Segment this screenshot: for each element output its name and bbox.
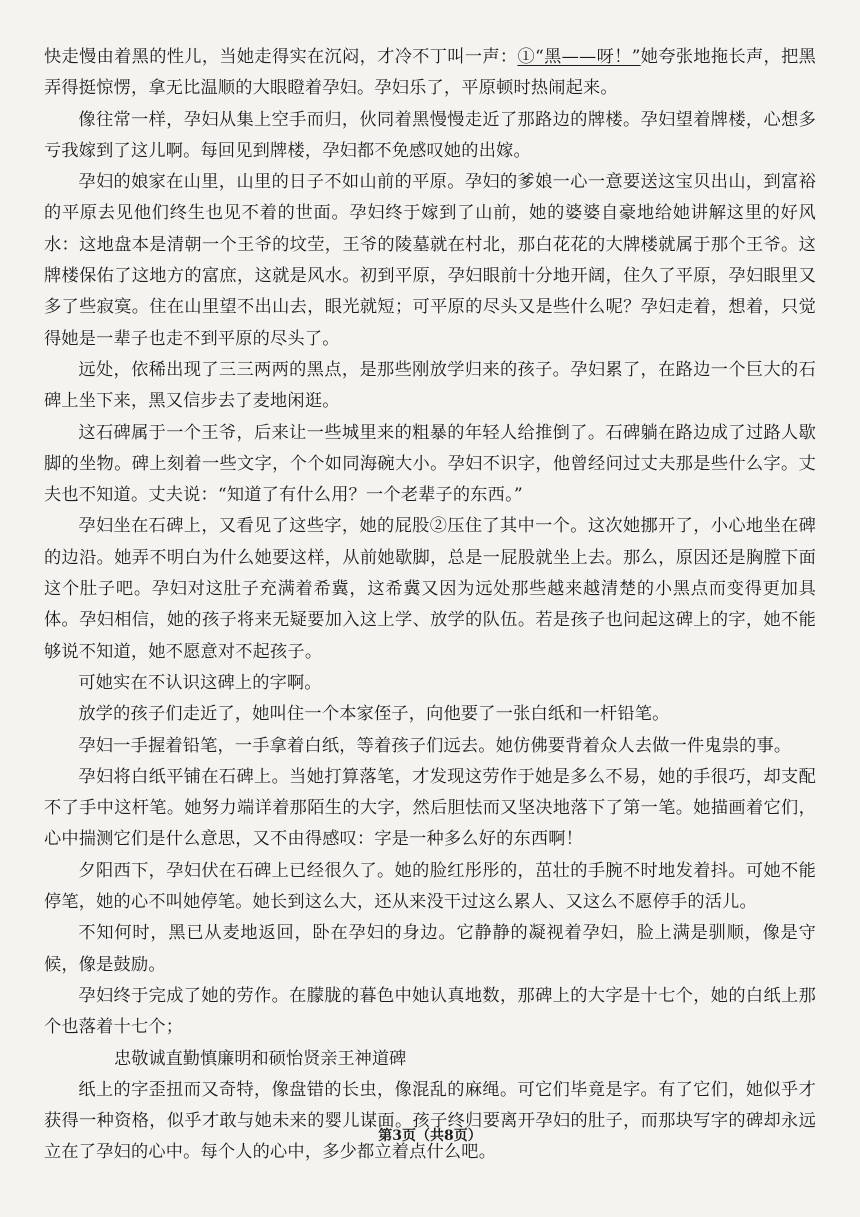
closing-paragraph: 纸上的字歪扭而又奇特，像盘错的长虫，像混乱的麻绳。可它们毕竟是字。有了它们，她似乎才获得一种资格，似乎才敢与她未来的婴儿谋面。孩子终归要离开孕妇的肚子，而那块写字的碑却永远立在了孕妇的心中。每个人的心中，多少都立着点什么吧。 — [44, 1079, 816, 1163]
paragraph-2: 像往常一样，孕妇从集上空手而归，伙同着黑慢慢走近了那路边的牌楼。孕妇望着牌楼，心想多亏我嫁到了这儿啊。每回见到牌楼，孕妇都不免感叹她的出嫁。 — [44, 109, 816, 161]
page-footer: 第3页（共8页） — [378, 1128, 482, 1144]
paragraph-12: 不知何时，黑已从麦地返回，卧在孕妇的身边。它静静的凝视着孕妇，脸上满是驯顺，像是守候，像是鼓励。 — [44, 923, 816, 975]
paragraph-8: 放学的孩子们走近了，她叫住一个本家侄子，向他要了一张白纸和一杆铅笔。 — [78, 704, 670, 725]
paragraph-6: 孕妇坐在石碑上，又看见了这些字，她的屁股②压住了其中一个。这次她挪开了，小心地坐在碑的边沿。她弄不明白为什么她要这样，从前她歇脚，总是一屁股就坐上去。那么，原因还是胸膛下面这个肚子吧。孕妇对这肚子充满着希冀，这希冀又因为远处那些越来越清楚的小黑点而变得更加具体。孕妇相信，她的孩子将来无疑要加入这上学、放学的队伍。若是孩子也问起这碑上的字，她不能够说不知道，她不愿意对不起孩子。 — [44, 516, 816, 662]
underlined-quote: ①“黑——呀！” — [517, 47, 641, 67]
paragraph-3: 孕妇的娘家在山里，山里的日子不如山前的平原。孕妇的爹娘一心一意要送这宝贝出山，到富裕的平原去见他们终生也见不着的世面。孕妇终于嫁到了山前，她的婆婆自豪地给她讲解这里的好风水：这地盘本是清朝一个王爷的坟茔，王爷的陵墓就在村北，那白花花的大牌楼就属于那个王爷。这牌楼保佑了这地方的富庶，这就是风水。初到平原，孕妇眼前十分地开阔，住久了平原，孕妇眼里又多了些寂寞。住在山里望不出山去，眼光就短；可平原的尽头又是些什么呢？孕妇走着，想着，只觉得她是一辈子也走不到平原的尽头了。 — [44, 172, 816, 349]
paragraph-1-before: 快走慢由着黑的性儿，当她走得实在沉闷，才冷不丁叫一声： — [44, 47, 518, 67]
paragraph-10: 孕妇将白纸平铺在石碑上。当她打算落笔，才发现这劳作于她是多么不易，她的手很巧，却支配不了手中这杆笔。她努力端详着那陌生的大字，然后胆怯而又坚决地落下了第一笔。她描画着它们，心中揣测它们是什么意思，又不由得感叹：字是一种多么好的东西啊！ — [44, 766, 816, 850]
paragraph-1-after: 她夸张地拖长声，把黑弄得挺惊愣，拿无比温顺的大眼瞪着孕妇。孕妇乐了，平原顿时热闹起来。 — [44, 47, 816, 99]
stele-inscription: 忠敬诚直勤慎廉明和硕怡贤亲王神道碑 — [114, 1048, 407, 1069]
paragraph-1 — [44, 42, 816, 105]
paragraph-4: 远处，依稀出现了三三两两的黑点，是那些刚放学归来的孩子。孕妇累了，在路边一个巨大的石碑上坐下来，黑又信步去了麦地闲逛。 — [44, 359, 816, 412]
paragraph-13: 孕妇终于完成了她的劳作。在朦胧的暮色中她认真地数，那碑上的大字是十七个，她的白纸上那个也落着十七个； — [44, 985, 816, 1038]
paragraph-5: 这石碑属于一个王爷，后来让一些城里来的粗暴的年轻人给推倒了。石碑躺在路边成了过路人歇脚的坐物。碑上刻着一些文字，个个如同海碗大小。孕妇不识字，他曾经问过丈夫那是些什么字。丈夫也不知道。丈夫说：“知道了有什么用？一个老辈子的东西。” — [44, 422, 816, 506]
paragraph-9: 孕妇一手握着铅笔，一手拿着白纸，等着孩子们远去。她仿佛要背着众人去做一件鬼祟的事。 — [78, 735, 792, 756]
paragraph-11: 夕阳西下，孕妇伏在石碑上已经很久了。她的脸红彤彤的，茁壮的手腕不时地发着抖。可她不能停笔，她的心不叫她停笔。她长到这么大，还从来没干过这么累人、又这么不愿停手的活儿。 — [44, 860, 816, 913]
paragraph-7: 可她实在不认识这碑上的字啊。 — [78, 672, 322, 693]
